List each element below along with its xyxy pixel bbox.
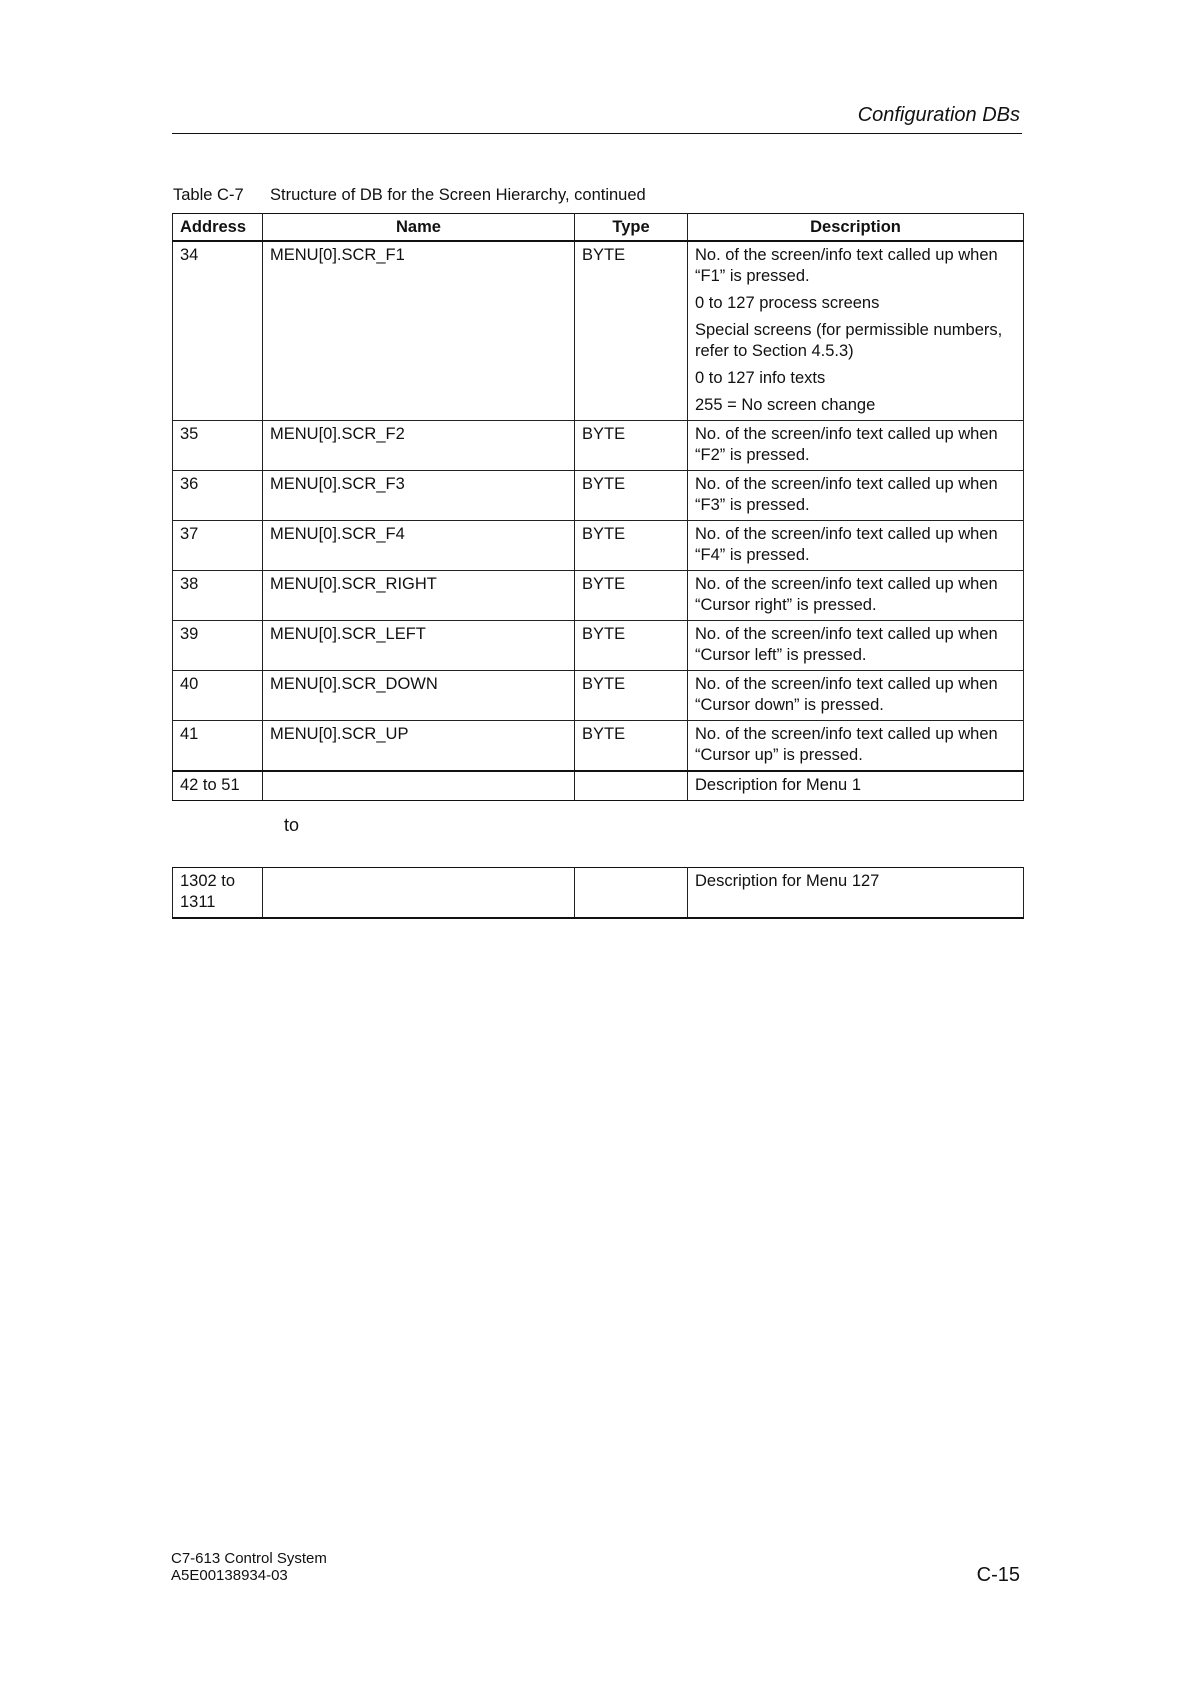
description-paragraph: 0 to 127 process screens: [695, 294, 880, 312]
table-row: [173, 868, 1024, 919]
db-structure-table: [172, 213, 1024, 801]
cell-address: 38: [173, 571, 263, 621]
cell-description: No. of the screen/info text called up when “F2” is pressed.: [688, 421, 1024, 471]
column-header-type: Type: [575, 214, 688, 242]
table-row: [173, 471, 1024, 521]
cell-type: [575, 771, 688, 801]
cell-description: No. of the screen/info text called up when “Cursor down” is pressed.: [688, 671, 1024, 721]
cell-name: MENU[0].SCR_F4: [263, 521, 575, 571]
cell-address: 40: [173, 671, 263, 721]
continuation-to-text: to: [284, 815, 300, 835]
table-row: [173, 721, 1024, 772]
running-header-title: Configuration DBs: [857, 104, 1020, 126]
cell-description: No. of the screen/info text called up when “Cursor right” is pressed.: [688, 571, 1024, 621]
cell-address: 37: [173, 521, 263, 571]
cell-type: [575, 868, 688, 919]
cell-type: BYTE: [575, 621, 688, 671]
footer-product-name: C7-613 Control System: [171, 1550, 327, 1567]
column-header-name: Name: [263, 214, 575, 242]
table-row: [173, 521, 1024, 571]
table-caption: [173, 186, 646, 205]
cell-type: BYTE: [575, 471, 688, 521]
cell-name: MENU[0].SCR_F3: [263, 471, 575, 521]
table-caption-id: Table C-7: [173, 186, 244, 204]
description-paragraph: 0 to 127 info texts: [695, 369, 826, 387]
cell-address: 36: [173, 471, 263, 521]
header-rule: [172, 133, 1022, 134]
cell-name: MENU[0].SCR_F1: [263, 241, 575, 421]
footer-document-info: [171, 1550, 327, 1584]
cell-type: BYTE: [575, 671, 688, 721]
cell-name: [263, 771, 575, 801]
description-paragraph: 255 = No screen change: [695, 396, 876, 414]
footer-order-number: A5E00138934-03: [171, 1567, 288, 1584]
cell-type: BYTE: [575, 571, 688, 621]
table-row: [173, 241, 1024, 421]
db-structure-table-end: [172, 867, 1024, 919]
cell-type: BYTE: [575, 721, 688, 772]
cell-address: 1302 to 1311: [173, 868, 263, 919]
cell-address: 42 to 51: [173, 771, 263, 801]
cell-name: MENU[0].SCR_UP: [263, 721, 575, 772]
page-number: C-15: [976, 1564, 1020, 1586]
column-header-address: Address: [173, 214, 263, 242]
column-header-description: Description: [688, 214, 1024, 242]
table-header-row: [173, 214, 1024, 242]
cell-type: BYTE: [575, 521, 688, 571]
cell-description: No. of the screen/info text called up when “Cursor up” is pressed.: [688, 721, 1024, 772]
cell-address: 41: [173, 721, 263, 772]
cell-name: [263, 868, 575, 919]
cell-name: MENU[0].SCR_LEFT: [263, 621, 575, 671]
description-paragraph: No. of the screen/info text called up when “F1” is pressed.: [695, 246, 998, 285]
cell-name: MENU[0].SCR_F2: [263, 421, 575, 471]
table-row: [173, 621, 1024, 671]
cell-description: No. of the screen/info text called up when “F4” is pressed.: [688, 521, 1024, 571]
table-caption-text: Structure of DB for the Screen Hierarchy, continued: [270, 186, 646, 204]
cell-type: BYTE: [575, 421, 688, 471]
cell-address: 34: [173, 241, 263, 421]
table-row: [173, 571, 1024, 621]
table-row: [173, 671, 1024, 721]
cell-description: Description for Menu 127: [688, 868, 1024, 919]
description-paragraph: Special screens (for permissible numbers, refer to Section 4.5.3): [695, 321, 1003, 360]
table-row: [173, 771, 1024, 801]
table-row: [173, 421, 1024, 471]
cell-description: [688, 241, 1024, 421]
cell-description: No. of the screen/info text called up when “F3” is pressed.: [688, 471, 1024, 521]
cell-description: Description for Menu 1: [688, 771, 1024, 801]
cell-address: 35: [173, 421, 263, 471]
cell-address: 39: [173, 621, 263, 671]
cell-name: MENU[0].SCR_RIGHT: [263, 571, 575, 621]
cell-description: No. of the screen/info text called up when “Cursor left” is pressed.: [688, 621, 1024, 671]
cell-type: BYTE: [575, 241, 688, 421]
cell-name: MENU[0].SCR_DOWN: [263, 671, 575, 721]
